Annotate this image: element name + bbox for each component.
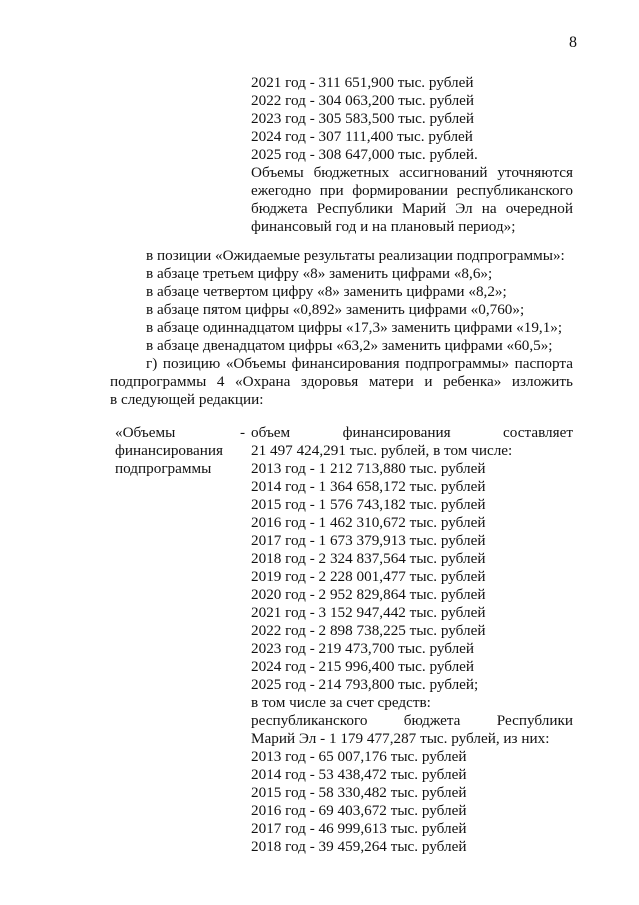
amendment-line: в абзаце пятом цифры «0,892» заменить цифрами «0,760»;	[146, 301, 525, 318]
table-row-content	[251, 424, 573, 856]
funding-years-top-block	[251, 74, 573, 236]
word: паспорта	[514, 355, 573, 372]
label-line: финансирования	[115, 442, 223, 459]
note-line	[251, 200, 573, 218]
year-line: 2013 год - 1 212 713,880 тыс. рублей	[251, 460, 486, 477]
word: бюджетных	[313, 164, 390, 181]
word: Эл	[455, 200, 473, 217]
year-line: 2025 год - 214 793,800 тыс. рублей;	[251, 676, 479, 693]
dash: -	[239, 424, 245, 441]
word: «Объемы	[115, 424, 176, 441]
year-line: 2023 год - 219 473,700 тыс. рублей	[251, 640, 475, 657]
label-line: подпрограммы	[115, 460, 212, 477]
label-line	[115, 424, 245, 442]
word: матери	[368, 373, 414, 390]
year-line: 2022 год - 2 898 738,225 тыс. рублей	[251, 622, 486, 639]
year-line: 2018 год - 2 324 837,564 тыс. рублей	[251, 550, 486, 567]
word: Марий	[402, 200, 447, 217]
word: и	[424, 373, 433, 390]
year-line: 2024 год - 307 111,400 тыс. рублей	[251, 128, 473, 145]
word: ребенка»	[443, 373, 502, 390]
year-line: 2015 год - 58 330,482 тыс. рублей	[251, 784, 467, 801]
year-line: 2019 год - 2 228 001,477 тыс. рублей	[251, 568, 486, 585]
amendment-line: в абзаце двенадцатом цифры «63,2» заменить цифрами «60,5»;	[146, 337, 553, 354]
year-line: 2020 год - 2 952 829,864 тыс. рублей	[251, 586, 486, 603]
item-g-line	[110, 355, 573, 373]
amendment-line: в абзаце третьем цифру «8» заменить цифрами «8,6»;	[146, 265, 493, 282]
word: подпрограммы	[110, 373, 207, 390]
year-line: 2021 год - 3 152 947,442 тыс. рублей	[251, 604, 486, 621]
year-line: 2017 год - 46 999,613 тыс. рублей	[251, 820, 467, 837]
word: бюджета	[403, 712, 461, 729]
word: республиканского	[251, 712, 368, 729]
note-line	[251, 182, 573, 200]
word: формировании	[352, 182, 449, 199]
word: бюджета	[251, 200, 308, 217]
amendment-line: в абзаце одиннадцатом цифры «17,3» заменить цифрами «19,1»;	[146, 319, 563, 336]
year-line: 2024 год - 215 996,400 тыс. рублей	[251, 658, 475, 675]
year-line: 2014 год - 53 438,472 тыс. рублей	[251, 766, 467, 783]
word: Республики	[496, 712, 573, 729]
word: здоровья	[300, 373, 359, 390]
word: Объемы	[251, 164, 304, 181]
content-line	[251, 712, 573, 730]
word: республиканского	[456, 182, 573, 199]
word: ежегодно	[251, 182, 312, 199]
word: изложить	[511, 373, 573, 390]
word: финансирования	[342, 424, 451, 441]
word: «Охрана	[235, 373, 291, 390]
word: на	[481, 200, 497, 217]
year-line: 2023 год - 305 583,500 тыс. рублей	[251, 110, 475, 127]
amendment-line: в абзаце четвертом цифру «8» заменить цифрами «8,2»;	[146, 283, 507, 300]
word: г)	[146, 355, 158, 372]
word: позицию	[162, 355, 221, 372]
year-line: 2022 год - 304 063,200 тыс. рублей	[251, 92, 475, 109]
year-line: 2025 год - 308 647,000 тыс. рублей.	[251, 146, 478, 163]
word: «Объемы	[225, 355, 287, 372]
word: составляет	[503, 424, 573, 441]
content-line: в том числе за счет средств:	[251, 694, 431, 711]
word: 4	[216, 373, 225, 390]
note-line: финансовый год и на плановый период»;	[251, 218, 516, 235]
year-line: 2016 год - 1 462 310,672 тыс. рублей	[251, 514, 486, 531]
year-line: 2018 год - 39 459,264 тыс. рублей	[251, 838, 467, 855]
word: при	[319, 182, 344, 199]
content-line: 21 497 424,291 тыс. рублей, в том числе:	[251, 442, 513, 459]
item-g-line: в следующей редакции:	[110, 391, 264, 408]
table-row-label	[115, 424, 245, 478]
year-line: 2016 год - 69 403,672 тыс. рублей	[251, 802, 467, 819]
content-line: Марий Эл - 1 179 477,287 тыс. рублей, из них:	[251, 730, 550, 747]
year-line: 2017 год - 1 673 379,913 тыс. рублей	[251, 532, 486, 549]
page-number: 8	[569, 34, 577, 51]
year-line: 2014 год - 1 364 658,172 тыс. рублей	[251, 478, 486, 495]
year-line: 2021 год - 311 651,900 тыс. рублей	[251, 74, 474, 91]
word: ассигнований	[399, 164, 488, 181]
word: финансирования	[291, 355, 400, 372]
note-line	[251, 164, 573, 182]
year-line: 2013 год - 65 007,176 тыс. рублей	[251, 748, 467, 765]
content-line	[251, 424, 573, 442]
amendment-line: в позиции «Ожидаемые результаты реализации подпрограммы»:	[146, 247, 565, 264]
item-g-line	[110, 373, 573, 391]
year-line: 2015 год - 1 576 743,182 тыс. рублей	[251, 496, 486, 513]
word: объем	[251, 424, 291, 441]
word: подпрограммы»	[405, 355, 510, 372]
word: уточняются	[497, 164, 573, 181]
word: очередной	[505, 200, 573, 217]
word: Республики	[316, 200, 393, 217]
amendments-paragraph	[110, 247, 573, 409]
